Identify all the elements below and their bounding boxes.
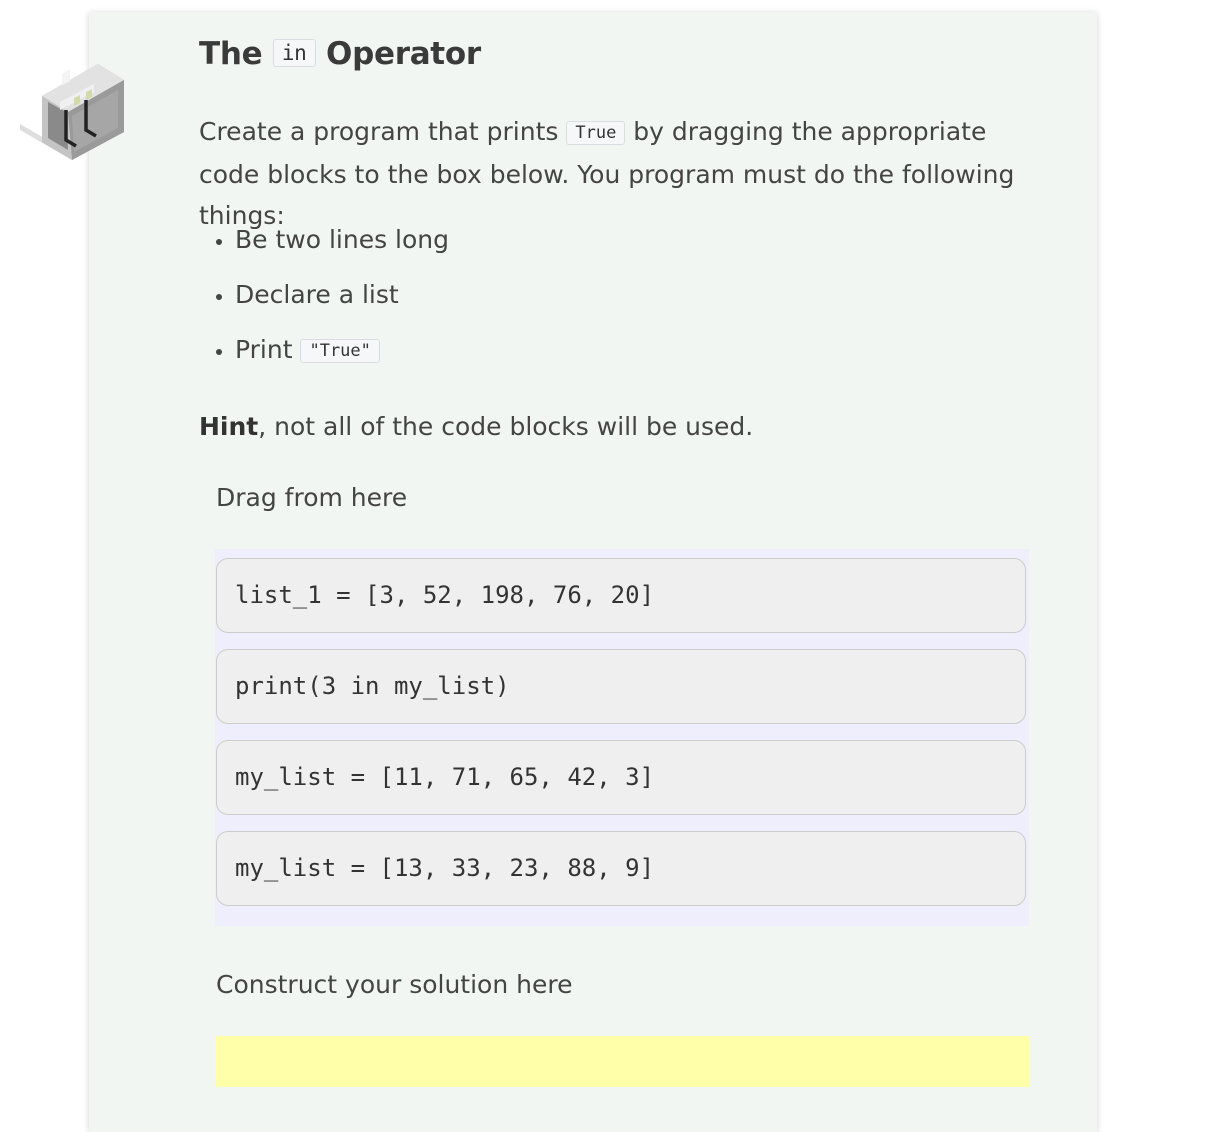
requirement-item <box>235 328 449 383</box>
requirement-code: "True" <box>300 339 379 363</box>
instructions-part1: Create a program that prints <box>199 117 567 146</box>
code-block[interactable]: print(3 in my_list) <box>216 649 1026 724</box>
code-block[interactable]: list_1 = [3, 52, 198, 76, 20] <box>216 558 1026 633</box>
hint <box>199 412 753 441</box>
title-after: Operator <box>326 36 481 72</box>
solution-drop-area[interactable] <box>215 1036 1029 1087</box>
drag-source-area[interactable] <box>215 549 1029 926</box>
requirement-item <box>235 273 449 328</box>
instructions-part2: by dragging the appropriate code blocks to the box below. You program must do the following things: <box>199 117 1015 230</box>
hint-text: , not all of the code blocks will be used. <box>258 412 754 441</box>
drag-source-label: Drag from here <box>216 483 408 512</box>
requirement-text: Declare a list <box>235 280 399 309</box>
title-before: The <box>199 36 263 72</box>
hint-label: Hint <box>199 412 259 441</box>
instructions-code: True <box>566 121 625 145</box>
code-block[interactable]: my_list = [11, 71, 65, 42, 3] <box>216 740 1026 815</box>
requirement-item <box>235 218 449 273</box>
title-code: in <box>273 39 316 67</box>
code-block[interactable]: my_list = [13, 33, 23, 88, 9] <box>216 831 1026 906</box>
isometric-room-logo-icon <box>16 58 128 162</box>
drop-target-label: Construct your solution here <box>216 970 573 999</box>
requirements-list <box>199 218 449 383</box>
requirement-text: Print <box>235 335 301 364</box>
page-title <box>199 36 481 72</box>
requirement-text: Be two lines long <box>235 225 450 254</box>
